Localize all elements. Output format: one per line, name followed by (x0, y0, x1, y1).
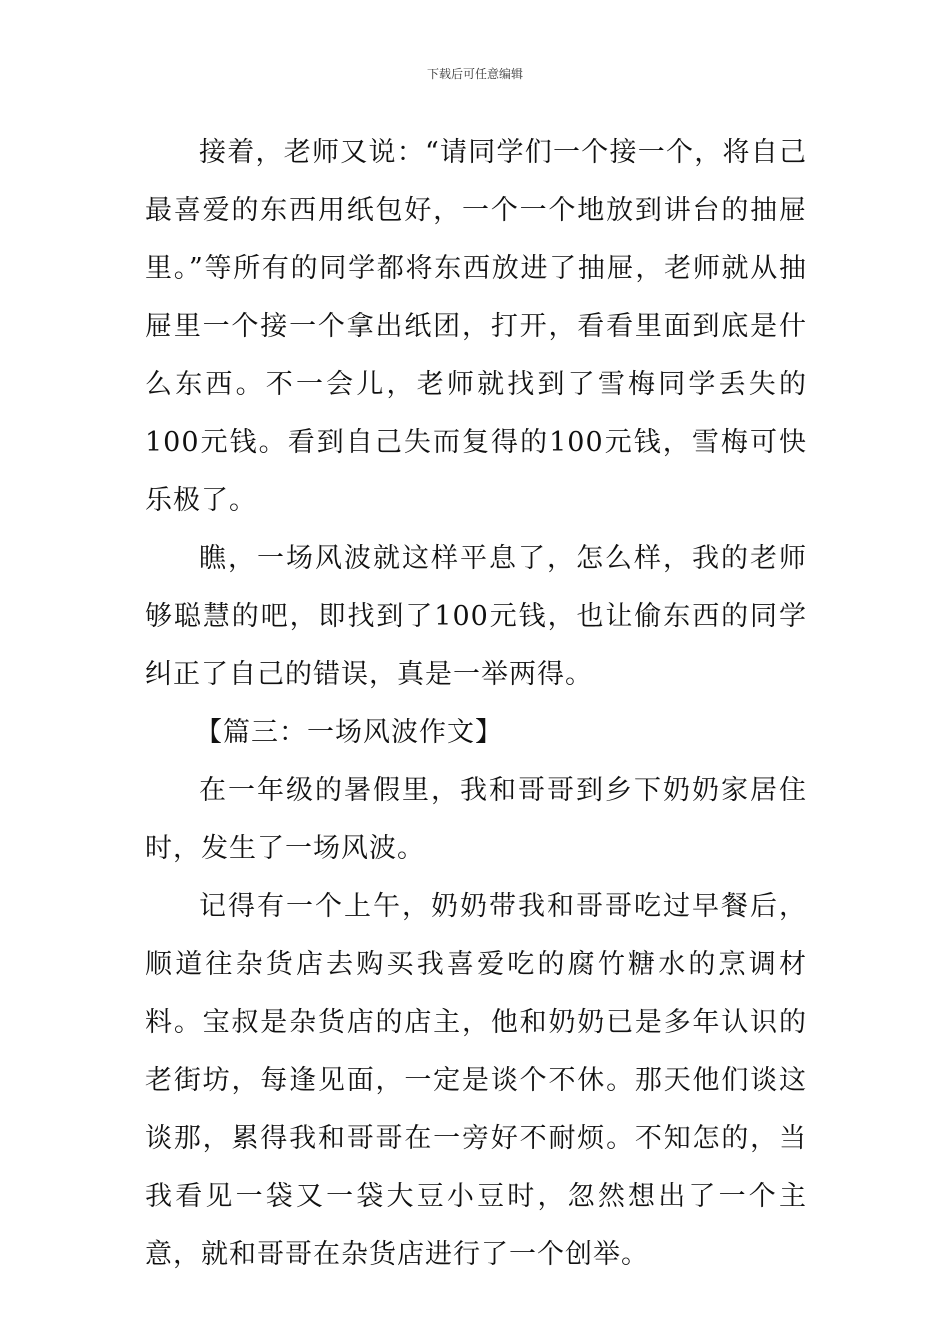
paragraph-summer-vacation: 在一年级的暑假里，我和哥哥到乡下奶奶家居住时，发生了一场风波。 (145, 775, 807, 864)
section-heading: 【篇三：一场风波作文】 (195, 717, 503, 748)
document-body (145, 124, 807, 1284)
paragraph-teacher-drawer: 接着，老师又说：“请同学们一个接一个，将自己最喜爱的东西用纸包好，一个一个地放到讲台的抽屉里。”等所有的同学都将东西放进了抽屉，老师就从抽屉里一个接一个拿出纸团，打开，看看里面到底是什么东西。不一会儿，老师就找到了雪梅同学丢失的100元钱。看到自己失而复得的100元钱，雪梅可快乐极了。 (145, 137, 807, 516)
paragraph-grocery-store: 记得有一个上午，奶奶带我和哥哥吃过早餐后，顺道往杂货店去购买我喜爱吃的腐竹糖水的烹调材料。宝叔是杂货店的店主，他和奶奶已是多年认识的老街坊，每逢见面，一定是谈个不休。那天他们谈这谈那，累得我和哥哥在一旁好不耐烦。不知怎的，当我看见一袋又一袋大豆小豆时，忽然想出了一个主意，就和哥哥在杂货店进行了一个创举。 (145, 891, 807, 1270)
page-header-note: 下载后可任意编辑 (426, 67, 523, 81)
paragraph-storm-settled: 瞧，一场风波就这样平息了，怎么样，我的老师够聪慧的吧，即找到了100元钱，也让偷东西的同学纠正了自己的错误，真是一举两得。 (145, 543, 807, 690)
